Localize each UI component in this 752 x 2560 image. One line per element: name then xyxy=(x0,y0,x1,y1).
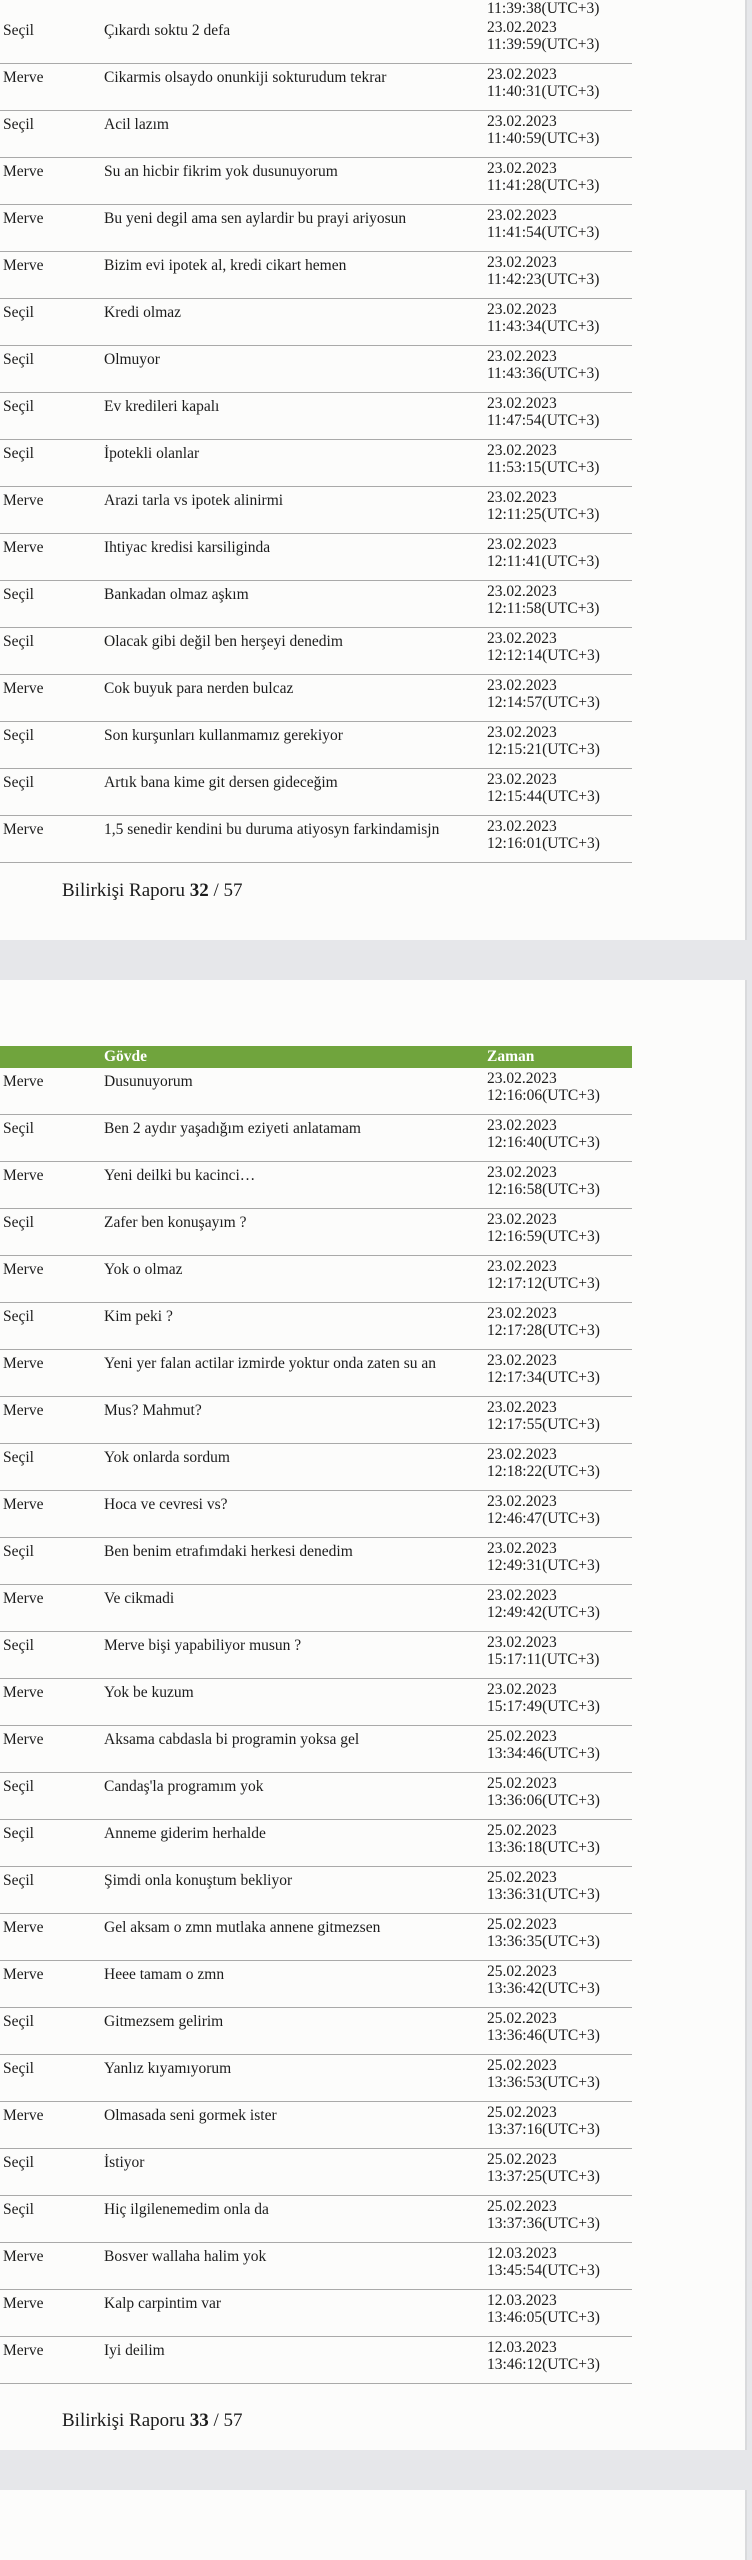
message-date: 23.02.2023 xyxy=(487,1117,557,1134)
message-timestamp xyxy=(487,772,632,805)
message-sender: Seçil xyxy=(3,1825,34,1842)
message-sender: Merve xyxy=(3,680,44,697)
message-date: 23.02.2023 xyxy=(487,1446,557,1463)
message-body: Yok onlarda sordum xyxy=(104,1449,230,1466)
message-body: Artık bana kime git dersen gideceğim xyxy=(104,774,338,791)
message-timestamp xyxy=(487,1118,632,1151)
message-timestamp xyxy=(487,631,632,664)
message-time: 12:49:31(UTC+3) xyxy=(487,1556,600,1574)
report-page-33 xyxy=(0,980,745,2450)
message-body: İstiyor xyxy=(104,2154,145,2171)
table-row xyxy=(0,534,632,581)
message-time: 11:42:23(UTC+3) xyxy=(487,270,600,288)
message-timestamp xyxy=(487,114,632,147)
message-body: Yok o olmaz xyxy=(104,1261,183,1278)
table-row xyxy=(0,1632,632,1679)
message-date: 23.02.2023 xyxy=(487,301,557,318)
message-body: Anneme giderim herhalde xyxy=(104,1825,266,1842)
message-date: 23.02.2023 xyxy=(487,724,557,741)
table-row xyxy=(0,64,632,111)
message-date: 12.03.2023 xyxy=(487,2245,557,2262)
message-body: Gel aksam o zmn mutlaka annene gitmezsen xyxy=(104,1919,381,1936)
message-timestamp xyxy=(487,1776,632,1809)
message-timestamp xyxy=(487,2152,632,2185)
message-time: 13:37:25(UTC+3) xyxy=(487,2167,600,2185)
message-sender: Merve xyxy=(3,2248,44,2265)
table-row xyxy=(0,1303,632,1350)
message-date: 25.02.2023 xyxy=(487,1775,557,1792)
message-body: Dusunuyorum xyxy=(104,1073,193,1090)
message-sender: Seçil xyxy=(3,2201,34,2218)
message-body: Hiç ilgilenemedim onla da xyxy=(104,2201,269,2218)
message-time: 15:17:49(UTC+3) xyxy=(487,1697,600,1715)
message-table xyxy=(0,17,632,863)
message-time: 11:41:54(UTC+3) xyxy=(487,223,600,241)
message-timestamp xyxy=(487,2058,632,2091)
message-body: Ev kredileri kapalı xyxy=(104,398,220,415)
message-sender: Merve xyxy=(3,2295,44,2312)
table-row xyxy=(0,346,632,393)
table-row xyxy=(0,628,632,675)
message-sender: Seçil xyxy=(3,774,34,791)
message-date: 12.03.2023 xyxy=(487,2339,557,2356)
message-time: 11:47:54(UTC+3) xyxy=(487,411,600,429)
message-time: 12:11:58(UTC+3) xyxy=(487,599,600,617)
message-timestamp xyxy=(487,1588,632,1621)
message-date: 23.02.2023 xyxy=(487,395,557,412)
message-body: Kredi olmaz xyxy=(104,304,182,321)
message-timestamp xyxy=(487,2105,632,2138)
message-time: 12:11:25(UTC+3) xyxy=(487,505,600,523)
message-date: 25.02.2023 xyxy=(487,1916,557,1933)
message-sender: Seçil xyxy=(3,22,34,39)
footer-page-number: 33 xyxy=(189,2410,209,2431)
message-timestamp xyxy=(487,1541,632,1574)
table-row xyxy=(0,252,632,299)
message-date: 25.02.2023 xyxy=(487,2198,557,2215)
message-body: Mus? Mahmut? xyxy=(104,1402,202,1419)
message-body: Yeni yer falan actilar izmirde yoktur onda zaten su an xyxy=(104,1355,436,1372)
message-sender: Merve xyxy=(3,1073,44,1090)
message-time: 13:36:06(UTC+3) xyxy=(487,1791,600,1809)
message-timestamp xyxy=(487,2011,632,2044)
message-timestamp xyxy=(487,678,632,711)
message-body: Olacak gibi değil ben herşeyi denedim xyxy=(104,633,343,650)
message-timestamp xyxy=(487,255,632,288)
message-timestamp xyxy=(487,584,632,617)
table-row xyxy=(0,440,632,487)
message-time: 15:17:11(UTC+3) xyxy=(487,1650,600,1668)
table-row xyxy=(0,1538,632,1585)
table-row xyxy=(0,1162,632,1209)
footer-label: Bilirkişi Raporu xyxy=(62,2410,185,2431)
table-row xyxy=(0,1726,632,1773)
table-row xyxy=(0,1585,632,1632)
message-body: Bizim evi ipotek al, kredi cikart hemen xyxy=(104,257,347,274)
table-row xyxy=(0,1961,632,2008)
message-body: Acil lazım xyxy=(104,116,169,133)
message-time: 11:39:59(UTC+3) xyxy=(487,35,600,53)
footer-page-number: 32 xyxy=(189,880,209,901)
message-date: 23.02.2023 xyxy=(487,1399,557,1416)
message-sender: Merve xyxy=(3,1684,44,1701)
message-timestamp xyxy=(487,1306,632,1339)
message-date: 23.02.2023 xyxy=(487,254,557,271)
message-body: Arazi tarla vs ipotek alinirmi xyxy=(104,492,284,509)
message-timestamp xyxy=(487,1447,632,1480)
message-sender: Seçil xyxy=(3,633,34,650)
message-sender: Seçil xyxy=(3,398,34,415)
message-body: Candaş'la programım yok xyxy=(104,1778,264,1795)
message-sender: Seçil xyxy=(3,586,34,603)
message-timestamp xyxy=(487,20,632,53)
message-timestamp xyxy=(487,2246,632,2279)
message-table xyxy=(0,1046,632,2384)
message-body: Şimdi onla konuştum bekliyor xyxy=(104,1872,293,1889)
message-date: 23.02.2023 xyxy=(487,1587,557,1604)
message-sender: Seçil xyxy=(3,351,34,368)
message-time: 12:14:57(UTC+3) xyxy=(487,693,600,711)
message-time: 11:43:36(UTC+3) xyxy=(487,364,600,382)
header-body: Gövde xyxy=(104,1048,148,1065)
table-row xyxy=(0,581,632,628)
message-body: Ve cikmadi xyxy=(104,1590,175,1607)
table-header xyxy=(0,1046,632,1068)
message-time: 11:43:34(UTC+3) xyxy=(487,317,600,335)
message-time: 12:16:58(UTC+3) xyxy=(487,1180,600,1198)
message-time: 13:45:54(UTC+3) xyxy=(487,2261,600,2279)
message-timestamp xyxy=(487,819,632,852)
message-date: 23.02.2023 xyxy=(487,1211,557,1228)
message-timestamp xyxy=(487,490,632,523)
table-row xyxy=(0,2243,632,2290)
message-sender: Seçil xyxy=(3,1214,34,1231)
table-row xyxy=(0,2055,632,2102)
message-date: 23.02.2023 xyxy=(487,489,557,506)
message-date: 23.02.2023 xyxy=(487,1352,557,1369)
message-sender: Seçil xyxy=(3,2060,34,2077)
message-date: 25.02.2023 xyxy=(487,2057,557,2074)
message-date: 23.02.2023 xyxy=(487,1493,557,1510)
message-body: Gitmezsem gelirim xyxy=(104,2013,224,2030)
message-date: 23.02.2023 xyxy=(487,536,557,553)
message-time: 13:34:46(UTC+3) xyxy=(487,1744,600,1762)
message-sender: Merve xyxy=(3,821,44,838)
message-time: 13:37:16(UTC+3) xyxy=(487,2120,600,2138)
message-time: 12:16:06(UTC+3) xyxy=(487,1086,600,1104)
message-body: Bosver wallaha halim yok xyxy=(104,2248,267,2265)
message-body: Su an hicbir fikrim yok dusunuyorum xyxy=(104,163,338,180)
table-row xyxy=(0,205,632,252)
table-row xyxy=(0,1679,632,1726)
message-sender: Merve xyxy=(3,1919,44,1936)
message-timestamp xyxy=(487,1165,632,1198)
message-timestamp xyxy=(487,443,632,476)
footer-page-total: / 57 xyxy=(213,880,243,901)
message-body: Hoca ve cevresi vs? xyxy=(104,1496,228,1513)
message-timestamp xyxy=(487,396,632,429)
message-date: 23.02.2023 xyxy=(487,348,557,365)
message-timestamp xyxy=(487,1353,632,1386)
message-time: 12:17:34(UTC+3) xyxy=(487,1368,600,1386)
message-date: 23.02.2023 xyxy=(487,1540,557,1557)
message-time: 11:41:28(UTC+3) xyxy=(487,176,600,194)
report-page-32 xyxy=(0,0,745,940)
message-body: Ben 2 aydır yaşadığım eziyeti anlatamam xyxy=(104,1120,361,1137)
message-sender: Seçil xyxy=(3,1449,34,1466)
message-sender: Merve xyxy=(3,1731,44,1748)
message-timestamp xyxy=(487,1400,632,1433)
message-body: Bankadan olmaz aşkım xyxy=(104,586,249,603)
table-row xyxy=(0,158,632,205)
message-sender: Merve xyxy=(3,1355,44,1372)
message-body: Iyi deilim xyxy=(104,2342,165,2359)
message-date: 23.02.2023 xyxy=(487,677,557,694)
message-sender: Seçil xyxy=(3,304,34,321)
message-date: 23.02.2023 xyxy=(487,583,557,600)
message-time: 12:46:47(UTC+3) xyxy=(487,1509,600,1527)
message-date: 23.02.2023 xyxy=(487,19,557,36)
message-date: 23.02.2023 xyxy=(487,1164,557,1181)
message-date: 23.02.2023 xyxy=(487,1070,557,1087)
message-timestamp xyxy=(487,161,632,194)
table-row xyxy=(0,1397,632,1444)
message-body: 1,5 senedir kendini bu duruma atiyosyn farkindamisjn xyxy=(104,821,440,838)
message-sender: Merve xyxy=(3,1261,44,1278)
table-row xyxy=(0,111,632,158)
table-row xyxy=(0,393,632,440)
message-body: Çıkardı soktu 2 defa xyxy=(104,22,231,39)
message-sender: Merve xyxy=(3,1496,44,1513)
message-timestamp xyxy=(487,67,632,100)
message-date: 23.02.2023 xyxy=(487,630,557,647)
message-sender: Merve xyxy=(3,69,44,86)
message-time: 12:16:01(UTC+3) xyxy=(487,834,600,852)
message-time: 13:36:53(UTC+3) xyxy=(487,2073,600,2091)
message-body: Kalp carpintim var xyxy=(104,2295,222,2312)
message-sender: Merve xyxy=(3,492,44,509)
message-timestamp xyxy=(487,349,632,382)
message-timestamp xyxy=(487,2293,632,2326)
message-body: Heee tamam o zmn xyxy=(104,1966,225,1983)
message-date: 23.02.2023 xyxy=(487,818,557,835)
message-time: 13:36:31(UTC+3) xyxy=(487,1885,600,1903)
message-body: Yanlız kıyamıyorum xyxy=(104,2060,232,2077)
table-row xyxy=(0,1350,632,1397)
table-row xyxy=(0,2149,632,2196)
message-timestamp xyxy=(487,2340,632,2373)
message-body: Yeni deilki bu kacinci… xyxy=(104,1167,256,1184)
footer-label: Bilirkişi Raporu xyxy=(62,880,185,901)
table-row xyxy=(0,1256,632,1303)
message-sender: Seçil xyxy=(3,2154,34,2171)
message-timestamp xyxy=(487,537,632,570)
message-sender: Merve xyxy=(3,539,44,556)
message-time: 12:17:28(UTC+3) xyxy=(487,1321,600,1339)
table-row xyxy=(0,1068,632,1115)
message-sender: Merve xyxy=(3,1402,44,1419)
page-footer xyxy=(62,880,243,902)
page-footer xyxy=(62,2410,243,2432)
message-body: Merve bişi yapabiliyor musun ? xyxy=(104,1637,302,1654)
message-timestamp xyxy=(487,1823,632,1856)
message-time: 13:36:35(UTC+3) xyxy=(487,1932,600,1950)
message-body: Olmuyor xyxy=(104,351,160,368)
table-row xyxy=(0,1115,632,1162)
message-time: 13:46:12(UTC+3) xyxy=(487,2355,600,2373)
table-row xyxy=(0,1914,632,1961)
message-sender: Seçil xyxy=(3,1120,34,1137)
message-sender: Seçil xyxy=(3,1637,34,1654)
table-row xyxy=(0,1820,632,1867)
message-time: 11:53:15(UTC+3) xyxy=(487,458,600,476)
message-sender: Seçil xyxy=(3,1872,34,1889)
message-sender: Merve xyxy=(3,2342,44,2359)
message-time: 13:37:36(UTC+3) xyxy=(487,2214,600,2232)
message-date: 25.02.2023 xyxy=(487,1822,557,1839)
message-date: 25.02.2023 xyxy=(487,1869,557,1886)
table-row xyxy=(0,1209,632,1256)
table-row xyxy=(0,487,632,534)
table-row xyxy=(0,1444,632,1491)
message-time: 12:18:22(UTC+3) xyxy=(487,1462,600,1480)
message-sender: Seçil xyxy=(3,1308,34,1325)
message-time: 12:17:55(UTC+3) xyxy=(487,1415,600,1433)
message-date: 25.02.2023 xyxy=(487,1963,557,1980)
message-time: 13:36:18(UTC+3) xyxy=(487,1838,600,1856)
message-sender: Merve xyxy=(3,1167,44,1184)
message-date: 23.02.2023 xyxy=(487,160,557,177)
message-sender: Merve xyxy=(3,210,44,227)
message-timestamp xyxy=(487,1729,632,1762)
message-date: 25.02.2023 xyxy=(487,1728,557,1745)
message-body: İpotekli olanlar xyxy=(104,445,200,462)
message-date: 25.02.2023 xyxy=(487,2104,557,2121)
message-time: 13:46:05(UTC+3) xyxy=(487,2308,600,2326)
message-sender: Merve xyxy=(3,1966,44,1983)
message-date: 23.02.2023 xyxy=(487,1634,557,1651)
table-row xyxy=(0,769,632,816)
table-row xyxy=(0,2337,632,2384)
table-row xyxy=(0,1773,632,1820)
message-body: Kim peki ? xyxy=(104,1308,173,1325)
table-row xyxy=(0,299,632,346)
report-page-next xyxy=(0,2490,745,2560)
message-time: 11:40:59(UTC+3) xyxy=(487,129,600,147)
table-row xyxy=(0,2290,632,2337)
table-row xyxy=(0,17,632,64)
table-row xyxy=(0,722,632,769)
message-date: 23.02.2023 xyxy=(487,66,557,83)
message-body: Zafer ben konuşayım ? xyxy=(104,1214,247,1231)
message-timestamp xyxy=(487,1870,632,1903)
message-timestamp xyxy=(487,1682,632,1715)
message-sender: Seçil xyxy=(3,1778,34,1795)
message-timestamp xyxy=(487,1917,632,1950)
message-time: 12:17:12(UTC+3) xyxy=(487,1274,600,1292)
message-date: 23.02.2023 xyxy=(487,771,557,788)
footer-page-total: / 57 xyxy=(213,2410,243,2431)
message-date: 12.03.2023 xyxy=(487,2292,557,2309)
message-date: 23.02.2023 xyxy=(487,1681,557,1698)
message-time: 12:49:42(UTC+3) xyxy=(487,1603,600,1621)
message-sender: Merve xyxy=(3,257,44,274)
message-rows xyxy=(0,1068,632,2384)
table-row xyxy=(0,675,632,722)
message-timestamp xyxy=(487,1212,632,1245)
message-time: 11:40:31(UTC+3) xyxy=(487,82,600,100)
message-sender: Merve xyxy=(3,2107,44,2124)
message-body: Cikarmis olsaydo onunkiji sokturudum tekrar xyxy=(104,69,387,86)
message-timestamp xyxy=(487,1635,632,1668)
message-timestamp xyxy=(487,2199,632,2232)
table-row xyxy=(0,816,632,863)
table-row xyxy=(0,1867,632,1914)
message-sender: Seçil xyxy=(3,1543,34,1560)
message-time: 12:15:21(UTC+3) xyxy=(487,740,600,758)
message-sender: Merve xyxy=(3,163,44,180)
message-date: 25.02.2023 xyxy=(487,2010,557,2027)
message-date: 23.02.2023 xyxy=(487,1305,557,1322)
message-body: Son kurşunları kullanmamız gerekiyor xyxy=(104,727,343,744)
message-sender: Seçil xyxy=(3,727,34,744)
message-date: 23.02.2023 xyxy=(487,207,557,224)
message-timestamp xyxy=(487,302,632,335)
message-time: 12:16:40(UTC+3) xyxy=(487,1133,600,1151)
message-timestamp xyxy=(487,1964,632,1997)
message-date: 23.02.2023 xyxy=(487,113,557,130)
table-row xyxy=(0,2196,632,2243)
message-time: 13:36:46(UTC+3) xyxy=(487,2026,600,2044)
message-time: 13:36:42(UTC+3) xyxy=(487,1979,600,1997)
message-body: Ihtiyac kredisi karsiliginda xyxy=(104,539,271,556)
message-timestamp xyxy=(487,208,632,241)
message-body: Yok be kuzum xyxy=(104,1684,194,1701)
message-timestamp xyxy=(487,725,632,758)
header-time: Zaman xyxy=(487,1048,535,1065)
table-row xyxy=(0,1491,632,1538)
message-time: 12:11:41(UTC+3) xyxy=(487,552,600,570)
message-body: Bu yeni degil ama sen aylardir bu prayi ariyosun xyxy=(104,210,407,227)
message-timestamp xyxy=(487,1259,632,1292)
message-body: Olmasada seni gormek ister xyxy=(104,2107,277,2124)
message-time: 12:12:14(UTC+3) xyxy=(487,646,600,664)
message-date: 23.02.2023 xyxy=(487,1258,557,1275)
message-date: 25.02.2023 xyxy=(487,2151,557,2168)
message-sender: Seçil xyxy=(3,116,34,133)
message-timestamp xyxy=(487,1071,632,1104)
message-sender: Seçil xyxy=(3,445,34,462)
message-body: Aksama cabdasla bi programin yoksa gel xyxy=(104,1731,360,1748)
message-body: Ben benim etrafımdaki herkesi denedim xyxy=(104,1543,353,1560)
message-time: 12:15:44(UTC+3) xyxy=(487,787,600,805)
message-time: 12:16:59(UTC+3) xyxy=(487,1227,600,1245)
cut-off-time: 11:39:38(UTC+3) xyxy=(487,0,600,17)
message-date: 23.02.2023 xyxy=(487,442,557,459)
table-row xyxy=(0,2008,632,2055)
message-timestamp xyxy=(487,1494,632,1527)
table-row xyxy=(0,2102,632,2149)
message-body: Cok buyuk para nerden bulcaz xyxy=(104,680,294,697)
message-sender: Merve xyxy=(3,1590,44,1607)
message-sender: Seçil xyxy=(3,2013,34,2030)
